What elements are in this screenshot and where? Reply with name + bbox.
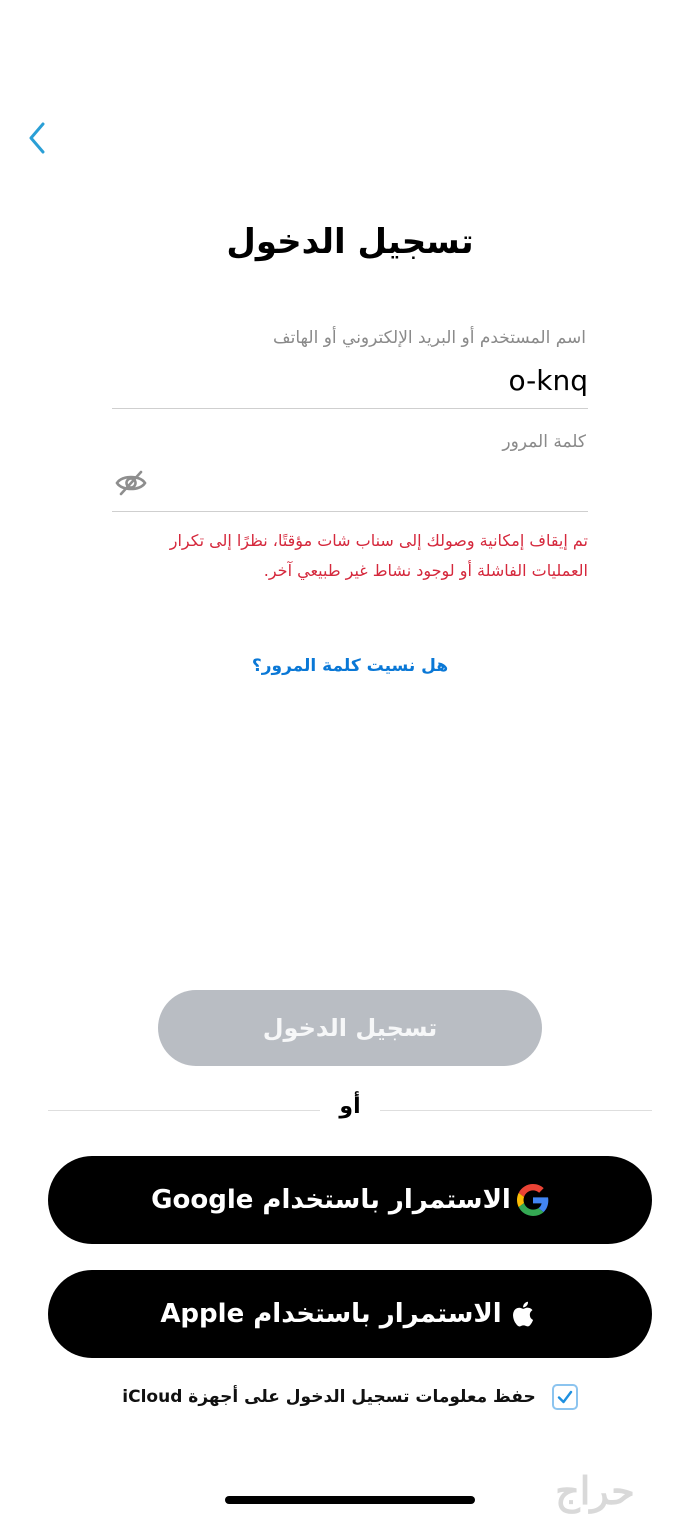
toggle-password-visibility[interactable] [114,468,148,498]
password-input[interactable] [160,460,588,504]
username-label: اسم المستخدم أو البريد الإلكتروني أو الهاتف [273,328,586,348]
google-button-label: الاستمرار باستخدام Google [151,1185,511,1215]
or-label: أو [320,1094,380,1119]
back-button[interactable] [18,118,58,158]
error-line-1: تم إيقاف إمكانية وصولك إلى سناب شات مؤقتًا، نظرًا إلى تكرار [169,531,588,550]
continue-with-google-button[interactable] [48,1156,652,1244]
page-title: تسجيل الدخول [226,222,474,262]
password-label: كلمة المرور [502,432,586,452]
home-indicator[interactable] [225,1496,475,1504]
forgot-password-link[interactable]: هل نسيت كلمة المرور؟ [251,656,449,676]
continue-with-apple-button[interactable] [48,1270,652,1358]
eye-slash-icon [114,468,148,498]
google-logo-icon [517,1184,549,1216]
save-login-row [0,1380,700,1414]
password-divider [112,511,588,512]
chevron-left-icon [18,118,58,158]
username-divider [112,408,588,409]
save-login-label: حفظ معلومات تسجيل الدخول على أجهزة iCloud [122,1387,536,1407]
username-input[interactable] [112,360,588,400]
error-message [108,526,588,586]
apple-logo-icon [508,1298,540,1330]
save-login-checkbox[interactable] [552,1384,578,1410]
login-button[interactable]: تسجيل الدخول [158,990,542,1066]
watermark-logo: حراج [555,1468,635,1513]
error-line-2: العمليات الفاشلة أو لوجود نشاط غير طبيعي آخر. [263,561,588,580]
apple-button-label: الاستمرار باستخدام Apple [160,1299,502,1329]
checkmark-icon [556,1388,574,1406]
